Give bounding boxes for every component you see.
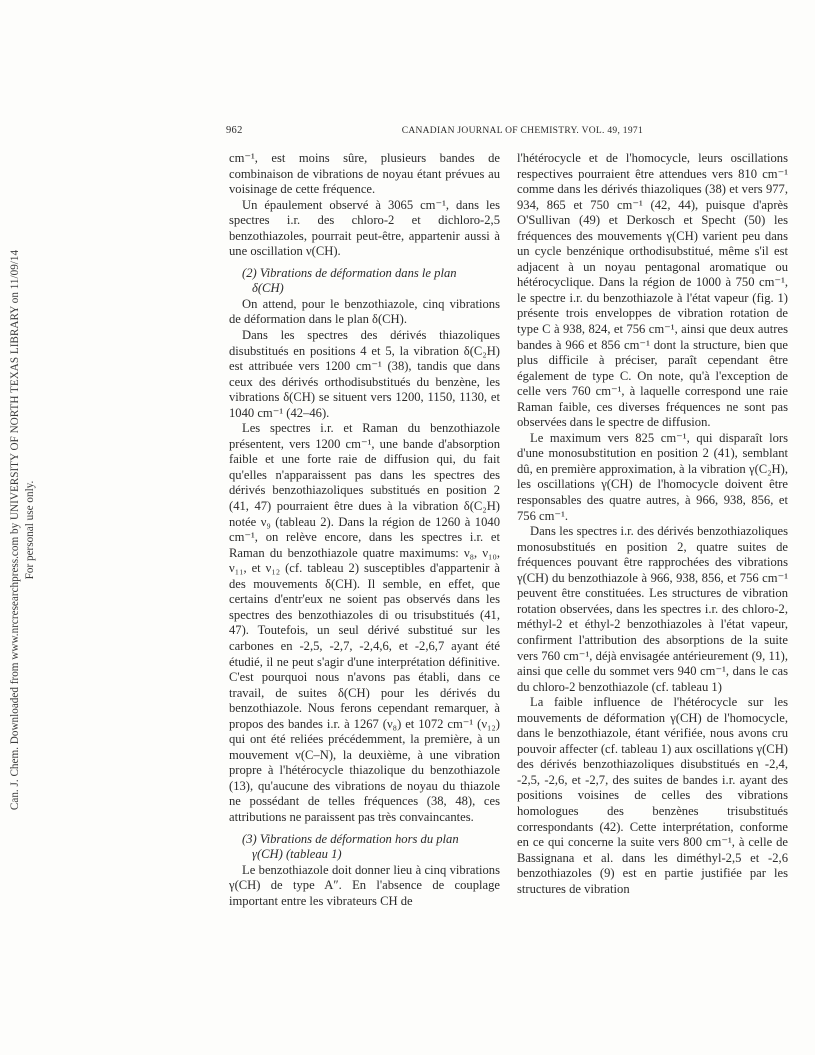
paragraph: l'hétérocycle et de l'homocycle, leurs oscillations respectives pourraient être attendues vers 810 cm⁻¹ comme dans les dérivés thiazoliques (38) et vers 977, 934, 865 et 750 cm⁻¹ (42, 44), puisque d'après O'Sullivan (49) et Derkosch et Specht (50) les fréquences des mouvements γ(CH) varient peu dans un cycle benzénique orthodisubstitué, même s'il est adjacent à un noyau pentagonal aromatique ou hétérocyclique. Dans la région de 1000 à 750 cm⁻¹, le spectre i.r. du benzothiazole à l'état vapeur (fig. 1) présente trois enveloppes de vibration rotation de type C à 938, 824, et 756 cm⁻¹, ainsi que deux autres bandes à 966 et 856 cm⁻¹ dont la structure, bien que plus difficile à préciser, paraît cependant être également de type C. On note, qu'à l'exception de celle vers 760 cm⁻¹, à laquelle correspond une raie Raman faible, ces diverses fréquences ne sont pas observées dans le spectre de diffusion. <box>517 151 788 430</box>
paragraph: Les spectres i.r. et Raman du benzothiazole présentent, vers 1200 cm⁻¹, une bande d'absorption faible et une forte raie de diffusion qui, du fait qu'elles n'apparaissent pas dans les spectres des dérivés benzothiazoliques substitués en position 2 (41, 47) pourraient être dues à la vibration δ(C₂H) notée ν₉ (tableau 2). Dans la région de 1260 à 1040 cm⁻¹, on relève encore, dans les spectres i.r. et Raman du benzothiazole quatre maximums: ν₈, ν₁₀, ν₁₁, et ν₁₂ (cf. tableau 2) susceptibles d'appartenir à des mouvements δ(CH). Il semble, en effet, que certains d'entr'eux ne soient pas observés dans les spectres des benzothiazoles di ou trisubstitués (41, 47). Toutefois, un seul dérivé substitué sur les carbones en -2,5, -2,7, -2,4,6, et -2,6,7 ayant été étudié, il ne peut s'agir d'une interprétation définitive. C'est pourquoi nous n'avons pas établi, dans ce travail, de suites δ(CH) pour les dérivés du benzothiazole. Nous ferons cependant remarquer, à propos des bandes i.r. à 1267 (ν₈) et 1072 cm⁻¹ (ν₁₂) qui ont été reliées précédemment, la première, à un mouvement ν(C–N), la deuxième, à une vibration propre à l'hétérocycle thiazolique du benzothiazole (13), qu'aucune des vibrations de noyau du thiazole ne possédant de telles fréquences (38, 48), ces attributions ne paraissent pas très convaincantes. <box>229 421 500 824</box>
section-heading-2 <box>229 266 500 297</box>
download-notice <box>8 130 38 930</box>
paragraph: cm⁻¹, est moins sûre, plusieurs bandes de combinaison de vibrations de noyau étant prévues au voisinage de cette fréquence. <box>229 151 500 197</box>
download-notice-line2: For personal use only. <box>24 480 36 580</box>
right-column <box>517 151 788 897</box>
running-title: CANADIAN JOURNAL OF CHEMISTRY. VOL. 49, 1971 <box>401 126 643 136</box>
sidebar-download-notice <box>8 130 50 930</box>
paragraph: La faible influence de l'hétérocycle sur les mouvements de déformation γ(CH) de l'homocycle, dans le benzothiazole, étant vérifiée, nous avons cru pouvoir affecter (cf. tableau 1) aux oscillations γ(CH) des dérivés benzothiazoliques disubstitués en -2,4, -2,5, -2,6, et -2,7, des suites de bandes i.r. ayant des positions voisines de celles des vibrations homologues des benzènes trisubstitués correspondants (42). Cette interprétation, conforme en ce qui concerne la suite vers 800 cm⁻¹, à celle de Bassignana et al. dans les diméthyl-2,5 et -2,6 benzothiazoles (9) est en partie justifiée par les structures de vibration <box>517 695 788 896</box>
section-heading-2-line2: δ(CH) <box>252 281 284 296</box>
page-number: 962 <box>226 125 243 136</box>
section-heading-3-line1: (3) Vibrations de déformation hors du plan <box>242 831 459 846</box>
running-header <box>226 125 643 139</box>
paragraph: Dans les spectres des dérivés thiazoliques disubstitués en positions 4 et 5, la vibration δ(C₂H) est attribuée vers 1200 cm⁻¹ (38), tandis que dans ceux des dérivés orthodisubstitués du benzène, les vibrations δ(CH) se situent vers 1200, 1150, 1130, et 1040 cm⁻¹ (42–46). <box>229 328 500 420</box>
left-column <box>229 151 500 909</box>
section-heading-3-line2: γ(CH) (tableau 1) <box>252 847 342 862</box>
download-notice-line1: Can. J. Chem. Downloaded from www.nrcresearchpress.com by UNIVERSITY OF NORTH TEXAS LIBRARY on 11/09/14 <box>9 249 21 811</box>
section-heading-2-line1: (2) Vibrations de déformation dans le plan <box>242 265 457 280</box>
paragraph: Le maximum vers 825 cm⁻¹, qui disparaît lors d'une monosubstitution en position 2 (41), semblant dû, en première approximation, à la vibration γ(C₂H), les oscillations γ(CH) de l'homocycle doivent être responsables des quatre autres, à 966, 938, 856, et 756 cm⁻¹. <box>517 430 788 523</box>
paragraph: On attend, pour le benzothiazole, cinq vibrations de déformation dans le plan δ(CH). <box>229 296 500 327</box>
section-heading-3 <box>229 832 500 863</box>
paragraph: Un épaulement observé à 3065 cm⁻¹, dans les spectres i.r. des chloro-2 et dichloro-2,5 benzothiazoles, pourrait peut-être, appartenir aussi à une oscillation ν(CH). <box>229 197 500 259</box>
paragraph: Dans les spectres i.r. des dérivés benzothiazoliques monosubstitués en position 2, quatre suites de fréquences pouvant être rapprochées des vibrations γ(CH) du benzothiazole à 966, 938, 856, et 756 cm⁻¹ peuvent être constituées. Les structures de vibration rotation observées, dans les spectres i.r. des chloro-2, méthyl-2 et éthyl-2 benzothiazoles à l'état vapeur, confirment l'attribution des absorptions de la suite vers 760 cm⁻¹, déjà envisagée antérieurement (9, 11), ainsi que celle du sommet vers 940 cm⁻¹, dans le cas du chloro-2 benzothiazole (cf. tableau 1) <box>517 524 788 694</box>
paragraph: Le benzothiazole doit donner lieu à cinq vibrations γ(CH) de type A″. En l'absence de couplage important entre les vibrateurs CH de <box>229 862 500 908</box>
